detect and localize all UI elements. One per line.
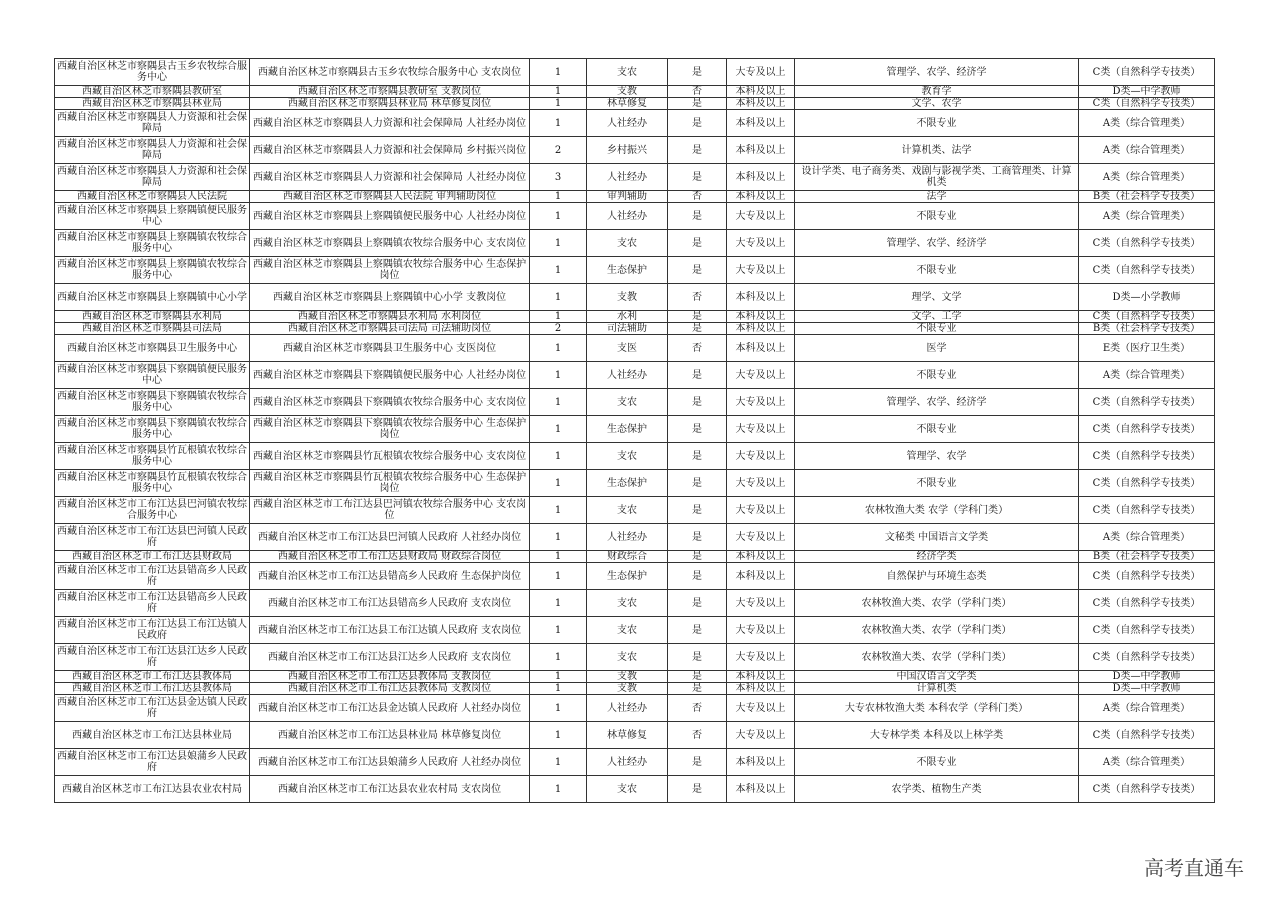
table-row <box>55 443 1215 470</box>
major-cell: 不限专业 <box>795 203 1079 230</box>
position-type-cell: 支教 <box>587 284 668 311</box>
position-type-cell: 乡村振兴 <box>587 137 668 164</box>
category-cell: C类（自然科学专技类） <box>1079 497 1215 524</box>
count-cell: 1 <box>530 497 587 524</box>
service-cell: 是 <box>668 563 727 590</box>
count-cell: 1 <box>530 470 587 497</box>
position-type-cell: 审判辅助 <box>587 191 668 203</box>
position-name-cell: 西藏自治区林芝市察隅县水利局 水利岗位 <box>250 311 530 323</box>
position-name-cell: 西藏自治区林芝市察隅县竹瓦根镇农牧综合服务中心 生态保护岗位 <box>250 470 530 497</box>
position-type-cell: 人社经办 <box>587 749 668 776</box>
position-type-cell: 支农 <box>587 617 668 644</box>
recruitment-table <box>54 58 1215 803</box>
count-cell: 1 <box>530 443 587 470</box>
major-cell: 不限专业 <box>795 416 1079 443</box>
service-cell: 是 <box>668 416 727 443</box>
category-cell: A类（综合管理类） <box>1079 524 1215 551</box>
table-row <box>55 695 1215 722</box>
count-cell: 1 <box>530 284 587 311</box>
education-cell: 本科及以上 <box>727 311 795 323</box>
count-cell: 1 <box>530 617 587 644</box>
position-type-cell: 支农 <box>587 590 668 617</box>
unit-name-cell: 西藏自治区林芝市察隅县林业局 <box>55 98 250 110</box>
category-cell: C类（自然科学专技类） <box>1079 722 1215 749</box>
count-cell: 1 <box>530 671 587 683</box>
category-cell: C类（自然科学专技类） <box>1079 776 1215 803</box>
education-cell: 大专及以上 <box>727 722 795 749</box>
major-cell: 大专林学类 本科及以上林学类 <box>795 722 1079 749</box>
category-cell: C类（自然科学专技类） <box>1079 590 1215 617</box>
unit-name-cell: 西藏自治区林芝市察隅县水利局 <box>55 311 250 323</box>
major-cell: 农林牧渔大类、农学（学科门类） <box>795 644 1079 671</box>
position-name-cell: 西藏自治区林芝市察隅县古玉乡农牧综合服务中心 支农岗位 <box>250 59 530 86</box>
education-cell: 本科及以上 <box>727 671 795 683</box>
education-cell: 本科及以上 <box>727 683 795 695</box>
position-name-cell: 西藏自治区林芝市察隅县人民法院 审判辅助岗位 <box>250 191 530 203</box>
major-cell: 不限专业 <box>795 323 1079 335</box>
table-row <box>55 590 1215 617</box>
major-cell: 设计学类、电子商务类、戏剧与影视学类、工商管理类、计算机类 <box>795 164 1079 191</box>
position-type-cell: 生态保护 <box>587 563 668 590</box>
unit-name-cell: 西藏自治区林芝市工布江达县财政局 <box>55 551 250 563</box>
unit-name-cell: 西藏自治区林芝市察隅县下察隅镇便民服务中心 <box>55 362 250 389</box>
category-cell: D类—中学教师 <box>1079 671 1215 683</box>
count-cell: 1 <box>530 362 587 389</box>
category-cell: B类（社会科学专技类） <box>1079 191 1215 203</box>
position-name-cell: 西藏自治区林芝市察隅县司法局 司法辅助岗位 <box>250 323 530 335</box>
major-cell: 农林牧渔大类、农学（学科门类） <box>795 617 1079 644</box>
major-cell: 不限专业 <box>795 110 1079 137</box>
category-cell: C类（自然科学专技类） <box>1079 470 1215 497</box>
major-cell: 农林牧渔大类、农学（学科门类） <box>795 590 1079 617</box>
major-cell: 文学、农学 <box>795 98 1079 110</box>
category-cell: A类（综合管理类） <box>1079 164 1215 191</box>
service-cell: 是 <box>668 776 727 803</box>
education-cell: 大专及以上 <box>727 695 795 722</box>
education-cell: 大专及以上 <box>727 59 795 86</box>
table-row <box>55 389 1215 416</box>
unit-name-cell: 西藏自治区林芝市察隅县人力资源和社会保障局 <box>55 137 250 164</box>
count-cell: 1 <box>530 551 587 563</box>
education-cell: 大专及以上 <box>727 497 795 524</box>
position-type-cell: 人社经办 <box>587 695 668 722</box>
major-cell: 管理学、农学、经济学 <box>795 59 1079 86</box>
education-cell: 本科及以上 <box>727 776 795 803</box>
unit-name-cell: 西藏自治区林芝市察隅县上察隅镇农牧综合服务中心 <box>55 230 250 257</box>
table-row <box>55 776 1215 803</box>
count-cell: 1 <box>530 695 587 722</box>
education-cell: 本科及以上 <box>727 323 795 335</box>
unit-name-cell: 西藏自治区林芝市察隅县上察隅镇农牧综合服务中心 <box>55 257 250 284</box>
position-type-cell: 林草修复 <box>587 722 668 749</box>
unit-name-cell: 西藏自治区林芝市察隅县上察隅镇便民服务中心 <box>55 203 250 230</box>
table-row <box>55 416 1215 443</box>
category-cell: A类（综合管理类） <box>1079 110 1215 137</box>
unit-name-cell: 西藏自治区林芝市察隅县下察隅镇农牧综合服务中心 <box>55 389 250 416</box>
position-type-cell: 财政综合 <box>587 551 668 563</box>
table-row <box>55 524 1215 551</box>
category-cell: C类（自然科学专技类） <box>1079 59 1215 86</box>
table-row <box>55 230 1215 257</box>
major-cell: 不限专业 <box>795 749 1079 776</box>
education-cell: 大专及以上 <box>727 416 795 443</box>
count-cell: 3 <box>530 164 587 191</box>
major-cell: 不限专业 <box>795 470 1079 497</box>
count-cell: 1 <box>530 191 587 203</box>
position-type-cell: 人社经办 <box>587 203 668 230</box>
service-cell: 是 <box>668 59 727 86</box>
service-cell: 是 <box>668 497 727 524</box>
count-cell: 1 <box>530 86 587 98</box>
service-cell: 是 <box>668 362 727 389</box>
position-name-cell: 西藏自治区林芝市工布江达县金达镇人民政府 人社经办岗位 <box>250 695 530 722</box>
unit-name-cell: 西藏自治区林芝市察隅县人力资源和社会保障局 <box>55 110 250 137</box>
category-cell: C类（自然科学专技类） <box>1079 443 1215 470</box>
position-type-cell: 水利 <box>587 311 668 323</box>
table-row <box>55 551 1215 563</box>
count-cell: 1 <box>530 110 587 137</box>
position-type-cell: 人社经办 <box>587 362 668 389</box>
position-name-cell: 西藏自治区林芝市察隅县人力资源和社会保障局 人社经办岗位 <box>250 110 530 137</box>
count-cell: 1 <box>530 749 587 776</box>
service-cell: 是 <box>668 644 727 671</box>
category-cell: C类（自然科学专技类） <box>1079 98 1215 110</box>
major-cell: 大专农林牧渔大类 本科农学（学科门类） <box>795 695 1079 722</box>
category-cell: C类（自然科学专技类） <box>1079 644 1215 671</box>
position-name-cell: 西藏自治区林芝市工布江达县林业局 林草修复岗位 <box>250 722 530 749</box>
unit-name-cell: 西藏自治区林芝市工布江达县工布江达镇人民政府 <box>55 617 250 644</box>
category-cell: C类（自然科学专技类） <box>1079 563 1215 590</box>
position-name-cell: 西藏自治区林芝市工布江达县工布江达镇人民政府 支农岗位 <box>250 617 530 644</box>
education-cell: 大专及以上 <box>727 644 795 671</box>
service-cell: 否 <box>668 284 727 311</box>
position-type-cell: 司法辅助 <box>587 323 668 335</box>
position-type-cell: 支教 <box>587 86 668 98</box>
education-cell: 本科及以上 <box>727 110 795 137</box>
position-name-cell: 西藏自治区林芝市察隅县卫生服务中心 支医岗位 <box>250 335 530 362</box>
position-type-cell: 支农 <box>587 389 668 416</box>
count-cell: 1 <box>530 203 587 230</box>
position-name-cell: 西藏自治区林芝市察隅县人力资源和社会保障局 人社经办岗位 <box>250 164 530 191</box>
table-row <box>55 335 1215 362</box>
service-cell: 是 <box>668 590 727 617</box>
position-name-cell: 西藏自治区林芝市工布江达县巴河镇农牧综合服务中心 支农岗位 <box>250 497 530 524</box>
count-cell: 1 <box>530 389 587 416</box>
unit-name-cell: 西藏自治区林芝市工布江达县巴河镇人民政府 <box>55 524 250 551</box>
table-row <box>55 110 1215 137</box>
position-type-cell: 支农 <box>587 497 668 524</box>
position-name-cell: 西藏自治区林芝市察隅县下察隅镇便民服务中心 人社经办岗位 <box>250 362 530 389</box>
unit-name-cell: 西藏自治区林芝市工布江达县巴河镇农牧综合服务中心 <box>55 497 250 524</box>
unit-name-cell: 西藏自治区林芝市工布江达县错高乡人民政府 <box>55 590 250 617</box>
education-cell: 大专及以上 <box>727 590 795 617</box>
position-name-cell: 西藏自治区林芝市工布江达县错高乡人民政府 支农岗位 <box>250 590 530 617</box>
position-type-cell: 林草修复 <box>587 98 668 110</box>
table-row <box>55 323 1215 335</box>
count-cell: 1 <box>530 416 587 443</box>
category-cell: C类（自然科学专技类） <box>1079 389 1215 416</box>
category-cell: D类—中学教师 <box>1079 683 1215 695</box>
education-cell: 大专及以上 <box>727 230 795 257</box>
unit-name-cell: 西藏自治区林芝市察隅县竹瓦根镇农牧综合服务中心 <box>55 470 250 497</box>
position-name-cell: 西藏自治区林芝市工布江达县农业农村局 支农岗位 <box>250 776 530 803</box>
education-cell: 大专及以上 <box>727 617 795 644</box>
unit-name-cell: 西藏自治区林芝市工布江达县金达镇人民政府 <box>55 695 250 722</box>
position-name-cell: 西藏自治区林芝市察隅县上察隅镇农牧综合服务中心 支农岗位 <box>250 230 530 257</box>
table-row <box>55 98 1215 110</box>
count-cell: 1 <box>530 59 587 86</box>
unit-name-cell: 西藏自治区林芝市察隅县司法局 <box>55 323 250 335</box>
education-cell: 本科及以上 <box>727 137 795 164</box>
position-name-cell: 西藏自治区林芝市察隅县人力资源和社会保障局 乡村振兴岗位 <box>250 137 530 164</box>
position-type-cell: 生态保护 <box>587 257 668 284</box>
service-cell: 是 <box>668 323 727 335</box>
unit-name-cell: 西藏自治区林芝市察隅县人民法院 <box>55 191 250 203</box>
category-cell: A类（综合管理类） <box>1079 137 1215 164</box>
category-cell: E类（医疗卫生类） <box>1079 335 1215 362</box>
major-cell: 教育学 <box>795 86 1079 98</box>
education-cell: 大专及以上 <box>727 443 795 470</box>
major-cell: 管理学、农学、经济学 <box>795 389 1079 416</box>
count-cell: 1 <box>530 524 587 551</box>
major-cell: 管理学、农学、经济学 <box>795 230 1079 257</box>
service-cell: 是 <box>668 749 727 776</box>
major-cell: 经济学类 <box>795 551 1079 563</box>
category-cell: C类（自然科学专技类） <box>1079 230 1215 257</box>
education-cell: 本科及以上 <box>727 335 795 362</box>
service-cell: 是 <box>668 137 727 164</box>
service-cell: 是 <box>668 311 727 323</box>
position-type-cell: 支教 <box>587 671 668 683</box>
count-cell: 1 <box>530 563 587 590</box>
education-cell: 本科及以上 <box>727 749 795 776</box>
major-cell: 农林牧渔大类 农学（学科门类） <box>795 497 1079 524</box>
position-type-cell: 支农 <box>587 59 668 86</box>
position-name-cell: 西藏自治区林芝市察隅县竹瓦根镇农牧综合服务中心 支农岗位 <box>250 443 530 470</box>
service-cell: 是 <box>668 203 727 230</box>
major-cell: 理学、文学 <box>795 284 1079 311</box>
service-cell: 是 <box>668 98 727 110</box>
education-cell: 本科及以上 <box>727 86 795 98</box>
count-cell: 1 <box>530 257 587 284</box>
table-row <box>55 191 1215 203</box>
position-name-cell: 西藏自治区林芝市察隅县上察隅镇农牧综合服务中心 生态保护岗位 <box>250 257 530 284</box>
position-type-cell: 人社经办 <box>587 110 668 137</box>
service-cell: 是 <box>668 257 727 284</box>
position-type-cell: 支农 <box>587 644 668 671</box>
major-cell: 计算机类、法学 <box>795 137 1079 164</box>
position-name-cell: 西藏自治区林芝市察隅县上察隅镇中心小学 支教岗位 <box>250 284 530 311</box>
unit-name-cell: 西藏自治区林芝市察隅县教研室 <box>55 86 250 98</box>
table-row <box>55 137 1215 164</box>
table-row <box>55 311 1215 323</box>
table-row <box>55 86 1215 98</box>
major-cell: 管理学、农学 <box>795 443 1079 470</box>
major-cell: 计算机类 <box>795 683 1079 695</box>
count-cell: 1 <box>530 776 587 803</box>
unit-name-cell: 西藏自治区林芝市察隅县下察隅镇农牧综合服务中心 <box>55 416 250 443</box>
position-name-cell: 西藏自治区林芝市工布江达县教体局 支教岗位 <box>250 683 530 695</box>
unit-name-cell: 西藏自治区林芝市工布江达县错高乡人民政府 <box>55 563 250 590</box>
service-cell: 是 <box>668 617 727 644</box>
table-row <box>55 470 1215 497</box>
position-name-cell: 西藏自治区林芝市察隅县林业局 林草修复岗位 <box>250 98 530 110</box>
table-row <box>55 644 1215 671</box>
category-cell: A类（综合管理类） <box>1079 749 1215 776</box>
table-row <box>55 362 1215 389</box>
education-cell: 本科及以上 <box>727 191 795 203</box>
service-cell: 否 <box>668 722 727 749</box>
unit-name-cell: 西藏自治区林芝市察隅县古玉乡农牧综合服务中心 <box>55 59 250 86</box>
unit-name-cell: 西藏自治区林芝市工布江达县林业局 <box>55 722 250 749</box>
service-cell: 是 <box>668 671 727 683</box>
position-type-cell: 支农 <box>587 776 668 803</box>
service-cell: 否 <box>668 335 727 362</box>
position-name-cell: 西藏自治区林芝市察隅县下察隅镇农牧综合服务中心 支农岗位 <box>250 389 530 416</box>
table-row <box>55 59 1215 86</box>
major-cell: 农学类、植物生产类 <box>795 776 1079 803</box>
service-cell: 是 <box>668 524 727 551</box>
table-row <box>55 617 1215 644</box>
position-type-cell: 支农 <box>587 443 668 470</box>
position-name-cell: 西藏自治区林芝市工布江达县财政局 财政综合岗位 <box>250 551 530 563</box>
table-row <box>55 284 1215 311</box>
unit-name-cell: 西藏自治区林芝市工布江达县农业农村局 <box>55 776 250 803</box>
unit-name-cell: 西藏自治区林芝市察隅县人力资源和社会保障局 <box>55 164 250 191</box>
major-cell: 自然保护与环境生态类 <box>795 563 1079 590</box>
education-cell: 大专及以上 <box>727 389 795 416</box>
table-row <box>55 257 1215 284</box>
major-cell: 法学 <box>795 191 1079 203</box>
count-cell: 1 <box>530 590 587 617</box>
service-cell: 是 <box>668 164 727 191</box>
position-type-cell: 人社经办 <box>587 164 668 191</box>
position-type-cell: 生态保护 <box>587 470 668 497</box>
service-cell: 是 <box>668 443 727 470</box>
count-cell: 1 <box>530 230 587 257</box>
table-row <box>55 203 1215 230</box>
count-cell: 1 <box>530 335 587 362</box>
position-type-cell: 支教 <box>587 683 668 695</box>
table-row <box>55 563 1215 590</box>
education-cell: 本科及以上 <box>727 551 795 563</box>
education-cell: 大专及以上 <box>727 470 795 497</box>
major-cell: 不限专业 <box>795 362 1079 389</box>
position-type-cell: 支农 <box>587 230 668 257</box>
category-cell: B类（社会科学专技类） <box>1079 551 1215 563</box>
count-cell: 2 <box>530 137 587 164</box>
service-cell: 是 <box>668 230 727 257</box>
service-cell: 否 <box>668 695 727 722</box>
position-name-cell: 西藏自治区林芝市工布江达县娘蒲乡人民政府 人社经办岗位 <box>250 749 530 776</box>
unit-name-cell: 西藏自治区林芝市工布江达县教体局 <box>55 671 250 683</box>
position-type-cell: 人社经办 <box>587 524 668 551</box>
position-name-cell: 西藏自治区林芝市工布江达县错高乡人民政府 生态保护岗位 <box>250 563 530 590</box>
category-cell: C类（自然科学专技类） <box>1079 416 1215 443</box>
unit-name-cell: 西藏自治区林芝市工布江达县教体局 <box>55 683 250 695</box>
unit-name-cell: 西藏自治区林芝市工布江达县娘蒲乡人民政府 <box>55 749 250 776</box>
count-cell: 1 <box>530 98 587 110</box>
position-name-cell: 西藏自治区林芝市察隅县教研室 支教岗位 <box>250 86 530 98</box>
unit-name-cell: 西藏自治区林芝市工布江达县江达乡人民政府 <box>55 644 250 671</box>
education-cell: 大专及以上 <box>727 524 795 551</box>
category-cell: D类—小学教师 <box>1079 284 1215 311</box>
education-cell: 本科及以上 <box>727 563 795 590</box>
service-cell: 否 <box>668 191 727 203</box>
service-cell: 是 <box>668 683 727 695</box>
category-cell: A类（综合管理类） <box>1079 362 1215 389</box>
education-cell: 大专及以上 <box>727 257 795 284</box>
service-cell: 是 <box>668 551 727 563</box>
watermark: 高考直通车 <box>1144 856 1244 880</box>
count-cell: 1 <box>530 722 587 749</box>
education-cell: 大专及以上 <box>727 362 795 389</box>
category-cell: C类（自然科学专技类） <box>1079 311 1215 323</box>
service-cell: 否 <box>668 86 727 98</box>
position-name-cell: 西藏自治区林芝市工布江达县巴河镇人民政府 人社经办岗位 <box>250 524 530 551</box>
category-cell: C类（自然科学专技类） <box>1079 257 1215 284</box>
table-row <box>55 164 1215 191</box>
table-row <box>55 683 1215 695</box>
education-cell: 本科及以上 <box>727 284 795 311</box>
position-name-cell: 西藏自治区林芝市工布江达县教体局 支教岗位 <box>250 671 530 683</box>
unit-name-cell: 西藏自治区林芝市察隅县上察隅镇中心小学 <box>55 284 250 311</box>
table-row <box>55 671 1215 683</box>
position-type-cell: 生态保护 <box>587 416 668 443</box>
service-cell: 是 <box>668 110 727 137</box>
service-cell: 是 <box>668 470 727 497</box>
position-type-cell: 支医 <box>587 335 668 362</box>
table-row <box>55 749 1215 776</box>
count-cell: 1 <box>530 644 587 671</box>
category-cell: A类（综合管理类） <box>1079 203 1215 230</box>
unit-name-cell: 西藏自治区林芝市察隅县卫生服务中心 <box>55 335 250 362</box>
major-cell: 医学 <box>795 335 1079 362</box>
position-name-cell: 西藏自治区林芝市察隅县下察隅镇农牧综合服务中心 生态保护岗位 <box>250 416 530 443</box>
table-row <box>55 497 1215 524</box>
category-cell: C类（自然科学专技类） <box>1079 617 1215 644</box>
major-cell: 不限专业 <box>795 257 1079 284</box>
education-cell: 本科及以上 <box>727 98 795 110</box>
major-cell: 中国汉语言文学类 <box>795 671 1079 683</box>
count-cell: 1 <box>530 311 587 323</box>
position-name-cell: 西藏自治区林芝市察隅县上察隅镇便民服务中心 人社经办岗位 <box>250 203 530 230</box>
category-cell: D类—中学教师 <box>1079 86 1215 98</box>
count-cell: 2 <box>530 323 587 335</box>
table-row <box>55 722 1215 749</box>
count-cell: 1 <box>530 683 587 695</box>
unit-name-cell: 西藏自治区林芝市察隅县竹瓦根镇农牧综合服务中心 <box>55 443 250 470</box>
category-cell: B类（社会科学专技类） <box>1079 323 1215 335</box>
education-cell: 大专及以上 <box>727 203 795 230</box>
education-cell: 本科及以上 <box>727 164 795 191</box>
major-cell: 文秘类 中国语言文学类 <box>795 524 1079 551</box>
service-cell: 是 <box>668 389 727 416</box>
major-cell: 文学、工学 <box>795 311 1079 323</box>
position-name-cell: 西藏自治区林芝市工布江达县江达乡人民政府 支农岗位 <box>250 644 530 671</box>
category-cell: A类（综合管理类） <box>1079 695 1215 722</box>
